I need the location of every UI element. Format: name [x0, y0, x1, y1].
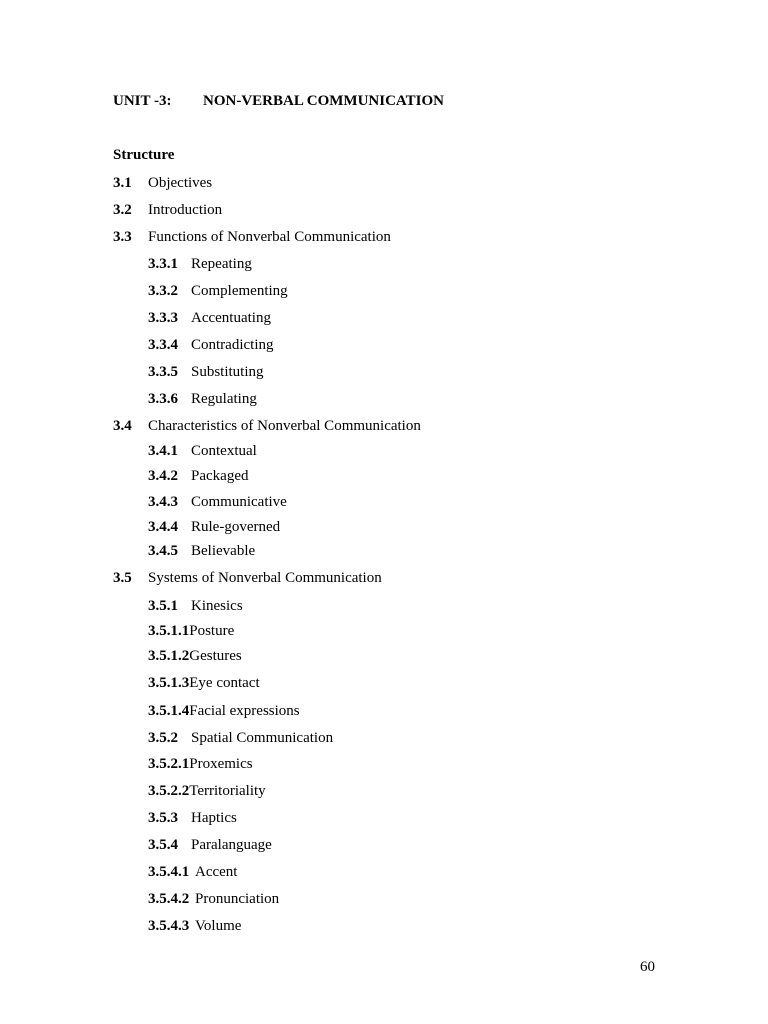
toc-item-label: Contradicting [191, 337, 274, 353]
toc-item-number: 3.5.4.1 [148, 864, 190, 880]
toc-subsubitem [148, 622, 234, 640]
toc-item-number: 3.2 [113, 202, 132, 218]
toc-item [113, 201, 222, 219]
toc-subsubitem [148, 702, 300, 720]
toc-subsubitem [148, 782, 266, 800]
toc-item-number: 3.3.4 [148, 337, 178, 353]
toc-subsubitem [148, 647, 242, 665]
toc-subitem [148, 442, 257, 460]
toc-item-label: Kinesics [191, 598, 243, 614]
toc-item-label: Substituting [191, 364, 264, 380]
toc-subitem [148, 467, 248, 485]
toc-item-number: 3.5.1.1 [148, 623, 190, 639]
page-number: 60 [640, 959, 655, 975]
toc-subsubitem [148, 917, 241, 935]
toc-item-label: Eye contact [189, 675, 260, 691]
toc-subsubitem [148, 674, 260, 692]
toc-item-label: Objectives [148, 175, 213, 191]
toc-subitem [148, 597, 243, 615]
toc-subitem [148, 282, 288, 300]
toc-item [113, 569, 382, 587]
toc-item-label: Contextual [191, 443, 257, 459]
toc-item-number: 3.3.2 [148, 283, 178, 299]
toc-subsubitem [148, 890, 279, 908]
toc-item-number: 3.3 [113, 229, 132, 245]
toc-item-number: 3.4.5 [148, 543, 178, 559]
toc-item-label: Accent [195, 864, 238, 880]
toc-item-number: 3.5.4 [148, 837, 178, 853]
toc-item-number: 3.1 [113, 175, 132, 191]
toc-subsubitem [148, 863, 237, 881]
toc-item-number: 3.5.1.4 [148, 703, 190, 719]
toc-item-number: 3.5.3 [148, 810, 178, 826]
toc-item-number: 3.4.1 [148, 443, 178, 459]
toc-item-label: Gestures [189, 648, 242, 664]
toc-item-number: 3.5.2 [148, 730, 178, 746]
toc-item-label: Regulating [191, 391, 257, 407]
toc-item-number: 3.4 [113, 418, 132, 434]
toc-subitem [148, 363, 264, 381]
toc-subitem [148, 309, 271, 327]
toc-item-label: Introduction [148, 202, 223, 218]
toc-item [113, 228, 391, 246]
toc-subitem [148, 336, 274, 354]
toc-item-label: Believable [191, 543, 256, 559]
toc-item-label: Posture [189, 623, 235, 639]
toc-item-label: Haptics [191, 810, 237, 826]
toc-item-label: Communicative [191, 494, 287, 510]
toc-item-number: 3.4.2 [148, 468, 178, 484]
unit-number: UNIT -3: [113, 93, 172, 109]
toc-subitem [148, 836, 272, 854]
toc-subitem [148, 729, 333, 747]
toc-item-label: Proxemics [189, 756, 253, 772]
toc-item-number: 3.5.2.1 [148, 756, 190, 772]
unit-heading [113, 93, 444, 110]
toc-item-number: 3.3.5 [148, 364, 178, 380]
toc-subitem [148, 390, 257, 408]
toc-item [113, 417, 421, 435]
toc-item-label: Characteristics of Nonverbal Communication [148, 418, 421, 434]
toc-item-number: 3.3.3 [148, 310, 178, 326]
toc-item-number: 3.5 [113, 570, 132, 586]
toc-item-number: 3.5.1 [148, 598, 178, 614]
toc-item-label: Territoriality [189, 783, 266, 799]
structure-heading: Structure [113, 147, 175, 163]
toc-subitem [148, 255, 252, 273]
toc-subitem [148, 518, 280, 536]
toc-item-number: 3.3.1 [148, 256, 178, 272]
toc-item-number: 3.3.6 [148, 391, 178, 407]
toc-item-number: 3.4.3 [148, 494, 178, 510]
toc-item-number: 3.5.2.2 [148, 783, 190, 799]
toc-item-label: Complementing [191, 283, 288, 299]
toc-item-label: Accentuating [191, 310, 271, 326]
toc-item-label: Spatial Communication [191, 730, 334, 746]
toc-item-number: 3.5.1.2 [148, 648, 190, 664]
unit-title: NON-VERBAL COMMUNICATION [203, 93, 444, 109]
toc-subitem [148, 493, 287, 511]
toc-item-number: 3.5.1.3 [148, 675, 190, 691]
toc-item-label: Volume [195, 918, 242, 934]
toc-subsubitem [148, 755, 253, 773]
toc-item-label: Repeating [191, 256, 252, 272]
toc-item-label: Facial expressions [189, 703, 300, 719]
toc-item-label: Systems of Nonverbal Communication [148, 570, 382, 586]
toc-item-label: Rule-governed [191, 519, 281, 535]
toc-item-number: 3.5.4.3 [148, 918, 190, 934]
toc-item-number: 3.4.4 [148, 519, 178, 535]
toc-subitem [148, 542, 255, 560]
toc-item-label: Packaged [191, 468, 249, 484]
toc-item-label: Pronunciation [195, 891, 280, 907]
toc-item-number: 3.5.4.2 [148, 891, 190, 907]
toc-item [113, 174, 212, 192]
toc-item-label: Functions of Nonverbal Communication [148, 229, 391, 245]
toc-subitem [148, 809, 237, 827]
toc-item-label: Paralanguage [191, 837, 272, 853]
